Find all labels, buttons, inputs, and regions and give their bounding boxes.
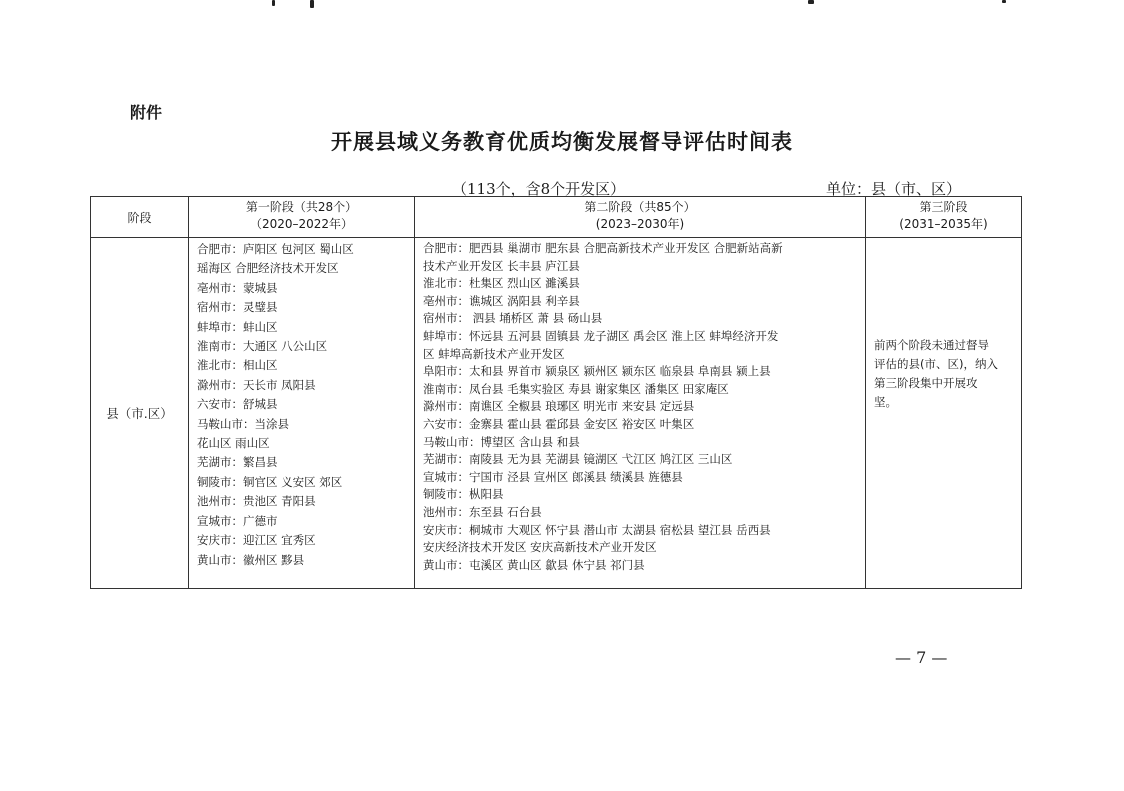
phase2-line: 淮南市：凤台县 毛集实验区 寿县 谢家集区 潘集区 田家庵区 — [423, 381, 729, 396]
phase2-title: 第二阶段（共85个） — [584, 200, 696, 214]
phase2-line: 池州市：东至县 石台县 — [423, 504, 542, 519]
phase2-years: (2023–2030年) — [595, 217, 685, 231]
phase1-line: 瑶海区 合肥经济技术开发区 — [197, 261, 339, 276]
phase1-line: 花山区 雨山区 — [197, 436, 270, 451]
document-title: 开展县域义务教育优质均衡发展督导评估时间表 — [331, 129, 793, 154]
phase1-line: 滁州市：天长市 凤阳县 — [197, 377, 316, 392]
scan-speck — [808, 0, 814, 4]
table-body-row — [91, 238, 1022, 589]
phase3-line: 前两个阶段未通过督导 — [874, 338, 989, 352]
phase2-line: 宿州市： 泗县 埇桥区 萧 县 砀山县 — [423, 311, 603, 326]
phase1-line: 蚌埠市：蚌山区 — [197, 319, 278, 334]
phase3-cell — [866, 238, 1022, 589]
phase1-line: 合肥市：庐阳区 包河区 蜀山区 — [197, 242, 354, 256]
phase2-line: 亳州市：谯城区 涡阳县 利辛县 — [423, 293, 580, 308]
phase1-line: 淮南市：大通区 八公山区 — [197, 339, 328, 354]
phase2-line: 安庆经济技术开发区 安庆高新技术产业开发区 — [423, 540, 657, 555]
scan-speck — [310, 0, 314, 8]
scan-speck — [1002, 0, 1006, 3]
phase2-line: 蚌埠市：怀远县 五河县 固镇县 龙子湖区 禹会区 淮上区 蚌埠经济开发 — [423, 328, 779, 343]
phase3-header — [866, 197, 1022, 238]
phase2-line: 技术产业开发区 长丰县 庐江县 — [423, 258, 580, 273]
scan-speck — [272, 0, 275, 6]
phase2-line: 宣城市：宁国市 泾县 宣州区 郎溪县 绩溪县 旌德县 — [423, 469, 683, 484]
phase2-line: 区 蚌埠高新技术产业开发区 — [423, 346, 565, 361]
annex-label: 附件 — [130, 103, 163, 122]
phase1-line: 芜湖市：繁昌县 — [197, 455, 278, 470]
page-number: — 7 — — [895, 648, 948, 667]
phase2-line: 马鞍山市：博望区 含山县 和县 — [423, 434, 580, 449]
unit-label: 单位：县（市、区） — [826, 180, 962, 198]
stage-header: 阶段 — [91, 197, 189, 238]
phase2-cell — [415, 238, 866, 589]
phase1-line: 池州市：贵池区 青阳县 — [197, 494, 316, 509]
phase3-years: (2031–2035年) — [899, 217, 988, 231]
phase2-line: 黄山市：屯溪区 黄山区 歙县 休宁县 祁门县 — [423, 557, 645, 572]
phase2-line: 合肥市：肥西县 巢湖市 肥东县 合肥高新技术产业开发区 合肥新站高新 — [423, 241, 783, 255]
phase1-line: 宿州市：灵璧县 — [197, 300, 278, 315]
phase2-line: 滁州市：南谯区 全椒县 琅琊区 明光市 来安县 定远县 — [423, 399, 695, 414]
phase1-line: 马鞍山市：当涂县 — [197, 416, 289, 431]
phase2-line: 铜陵市：枞阳县 — [423, 487, 504, 502]
document-subtitle: （113个，含8个开发区） — [452, 180, 626, 198]
phase1-line: 六安市：舒城县 — [197, 397, 278, 412]
phase1-line: 安庆市：迎江区 宜秀区 — [197, 533, 316, 548]
row-label: 县（市.区） — [91, 238, 189, 589]
phase3-line: 评估的县(市、区)，纳入 — [874, 357, 998, 371]
phase1-line: 亳州市：蒙城县 — [197, 280, 278, 295]
phase1-line: 淮北市：相山区 — [197, 358, 278, 373]
table-header-row — [91, 197, 1022, 238]
phase1-line: 宣城市：广德市 — [197, 513, 278, 528]
phase2-line: 淮北市：杜集区 烈山区 濉溪县 — [423, 276, 580, 291]
phase2-line: 六安市：金寨县 霍山县 霍邱县 金安区 裕安区 叶集区 — [423, 416, 695, 431]
schedule-table — [90, 196, 1022, 589]
phase3-line: 第三阶段集中开展攻 — [874, 376, 978, 390]
phase2-header — [415, 197, 866, 238]
phase1-years: （2020–2022年） — [249, 217, 354, 231]
phase1-header — [189, 197, 415, 238]
phase1-line: 黄山市：徽州区 黟县 — [197, 552, 305, 567]
phase1-title: 第一阶段（共28个） — [245, 200, 358, 214]
phase2-line: 安庆市：桐城市 大观区 怀宁县 潜山市 太湖县 宿松县 望江县 岳西县 — [423, 522, 771, 537]
phase3-title: 第三阶段 — [919, 200, 968, 214]
phase2-line: 阜阳市：太和县 界首市 颍泉区 颍州区 颍东区 临泉县 阜南县 颍上县 — [423, 364, 771, 379]
phase2-line: 芜湖市：南陵县 无为县 芜湖县 镜湖区 弋江区 鸠江区 三山区 — [423, 452, 733, 467]
phase3-line: 坚。 — [874, 395, 897, 409]
phase1-cell — [189, 238, 415, 589]
phase1-line: 铜陵市：铜官区 义安区 郊区 — [197, 474, 343, 489]
